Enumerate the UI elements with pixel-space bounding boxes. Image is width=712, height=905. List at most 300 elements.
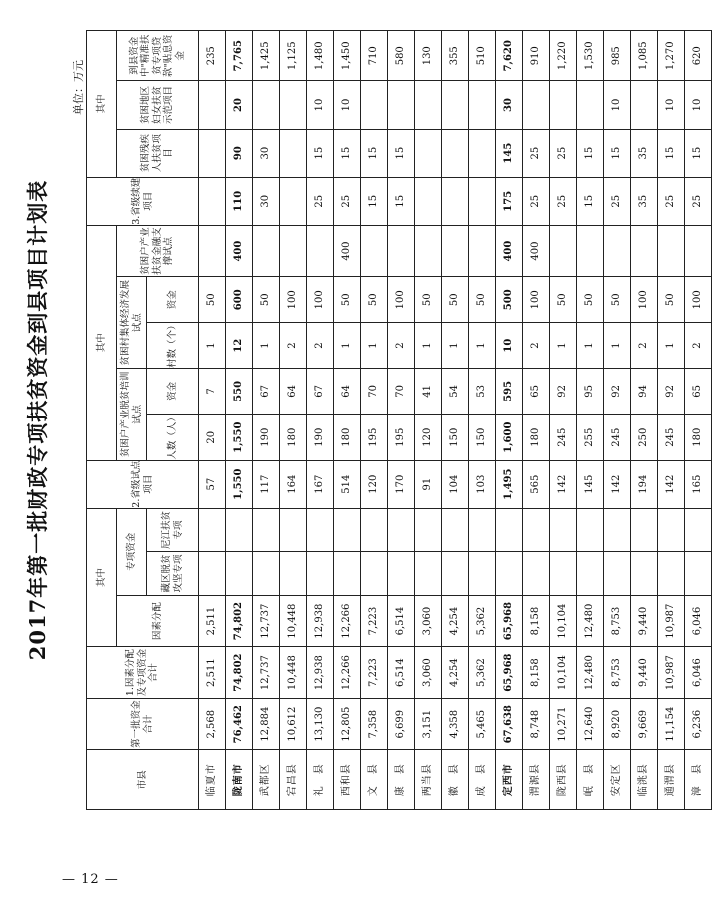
table-cell: 1 (577, 323, 604, 369)
table-cell (199, 177, 226, 225)
table-cell: 6,046 (685, 647, 712, 699)
allocation-table (86, 30, 712, 810)
table-cell: 15 (658, 129, 685, 177)
table-cell: 167 (307, 460, 334, 508)
table-cell: 92 (550, 369, 577, 415)
table-cell: 3,151 (415, 698, 442, 750)
region-name: 康 县 (388, 750, 415, 810)
table-cell: 180 (334, 414, 361, 460)
table-cell: 142 (658, 460, 685, 508)
table-cell: 12,480 (577, 647, 604, 699)
table-cell (469, 552, 496, 596)
table-cell: 25 (523, 177, 550, 225)
table-cell: 12,938 (307, 595, 334, 647)
table-cell: 50 (415, 277, 442, 323)
table-cell: 1 (604, 323, 631, 369)
table-cell (469, 225, 496, 277)
table-cell: 15 (577, 177, 604, 225)
table-cell: 50 (577, 277, 604, 323)
table-cell (523, 552, 550, 596)
table-cell: 565 (523, 460, 550, 508)
table-cell: 1 (361, 323, 388, 369)
header-qizhong-2: 其中 (87, 225, 117, 460)
table-cell: 145 (577, 460, 604, 508)
table-cell: 117 (253, 460, 280, 508)
interest-cell: 910 (523, 31, 550, 81)
table-cell (631, 508, 658, 552)
table-cell (469, 177, 496, 225)
table-row (415, 31, 442, 810)
table-cell: 12,938 (307, 647, 334, 699)
table-cell: 15 (307, 129, 334, 177)
table-cell: 2 (388, 323, 415, 369)
table-cell: 15 (361, 177, 388, 225)
table-cell: 2 (307, 323, 334, 369)
table-cell: 74,802 (226, 595, 253, 647)
table-cell: 170 (388, 460, 415, 508)
table-cell: 7,358 (361, 698, 388, 750)
header-industry-train: 贫困户产业脱贫培训试点 (117, 369, 147, 461)
table-cell: 50 (334, 277, 361, 323)
table-cell (280, 225, 307, 277)
table-cell: 195 (388, 414, 415, 460)
table-cell (550, 552, 577, 596)
table-cell (577, 225, 604, 277)
table-cell: 3,060 (415, 647, 442, 699)
table-cell (658, 552, 685, 596)
table-cell: 10 (334, 81, 361, 129)
table-cell: 5,362 (469, 647, 496, 699)
table-cell (361, 81, 388, 129)
table-cell: 175 (496, 177, 523, 225)
table-cell: 400 (523, 225, 550, 277)
table-cell: 400 (226, 225, 253, 277)
table-cell (469, 129, 496, 177)
table-cell: 12,805 (334, 698, 361, 750)
table-cell: 10,987 (658, 595, 685, 647)
table-cell: 5,362 (469, 595, 496, 647)
page-number: — 12 — (62, 872, 119, 887)
table-cell: 25 (550, 129, 577, 177)
table-cell (361, 552, 388, 596)
table-cell: 100 (280, 277, 307, 323)
table-cell: 1 (415, 323, 442, 369)
table-cell (388, 508, 415, 552)
interest-cell: 7,620 (496, 31, 523, 81)
table-cell: 1 (199, 323, 226, 369)
table-cell: 7,223 (361, 647, 388, 699)
table-cell (280, 81, 307, 129)
header-funds-1: 资金 (147, 369, 199, 415)
table-cell (388, 552, 415, 596)
table-cell: 1 (334, 323, 361, 369)
region-name: 通渭县 (658, 750, 685, 810)
table-cell (658, 508, 685, 552)
table-cell: 595 (496, 369, 523, 415)
table-cell: 25 (658, 177, 685, 225)
interest-cell: 355 (442, 31, 469, 81)
table-cell: 35 (631, 177, 658, 225)
table-cell: 550 (226, 369, 253, 415)
table-cell: 600 (226, 277, 253, 323)
table-cell: 12,480 (577, 595, 604, 647)
table-cell (577, 552, 604, 596)
table-cell (280, 508, 307, 552)
table-cell: 20 (226, 81, 253, 129)
interest-cell: 235 (199, 31, 226, 81)
table-cell: 180 (280, 414, 307, 460)
table-cell (550, 508, 577, 552)
table-cell: 6,514 (388, 595, 415, 647)
table-cell (415, 508, 442, 552)
table-cell (577, 81, 604, 129)
table-cell: 8,753 (604, 595, 631, 647)
table-cell: 500 (496, 277, 523, 323)
table-cell: 1 (442, 323, 469, 369)
table-cell: 9,440 (631, 647, 658, 699)
table-cell: 25 (307, 177, 334, 225)
table-cell: 2 (523, 323, 550, 369)
table-cell: 245 (604, 414, 631, 460)
table-cell: 1,550 (226, 414, 253, 460)
table-row (577, 31, 604, 810)
table-cell: 30 (253, 129, 280, 177)
table-cell (307, 552, 334, 596)
header-total: 第一批资金合计 (87, 698, 199, 750)
table-row (199, 31, 226, 810)
table-cell: 65,968 (496, 647, 523, 699)
header-pilot: 2.省级试点项目 (87, 460, 199, 508)
table-cell: 4,254 (442, 595, 469, 647)
table-cell: 103 (469, 460, 496, 508)
table-cell: 110 (226, 177, 253, 225)
region-name: 西和县 (334, 750, 361, 810)
region-name: 陇西县 (550, 750, 577, 810)
table-cell: 6,514 (388, 647, 415, 699)
table-cell: 8,748 (523, 698, 550, 750)
table-cell: 54 (442, 369, 469, 415)
table-cell: 25 (685, 177, 712, 225)
table-cell (415, 81, 442, 129)
table-cell (658, 225, 685, 277)
table-cell: 1,550 (226, 460, 253, 508)
table-cell (442, 552, 469, 596)
table-cell: 8,158 (523, 647, 550, 699)
table-cell (442, 225, 469, 277)
header-disabled: 贫困残疾人扶贫项目 (117, 129, 199, 177)
table-cell: 50 (658, 277, 685, 323)
table-cell: 2,511 (199, 647, 226, 699)
table-cell (388, 225, 415, 277)
table-cell: 8,920 (604, 698, 631, 750)
table-cell (577, 508, 604, 552)
table-cell: 76,462 (226, 698, 253, 750)
table-cell: 400 (334, 225, 361, 277)
header-finance: 贫困户产业扶贫金融支撑试点 (117, 225, 199, 277)
table-cell: 245 (658, 414, 685, 460)
table-cell: 50 (604, 277, 631, 323)
table-cell: 15 (577, 129, 604, 177)
table-cell: 194 (631, 460, 658, 508)
interest-cell: 130 (415, 31, 442, 81)
header-factor-total: 1.因素分配及专项资金合计 (87, 647, 199, 699)
region-name: 两当县 (415, 750, 442, 810)
table-cell (496, 552, 523, 596)
table-cell: 100 (388, 277, 415, 323)
interest-cell: 7,765 (226, 31, 253, 81)
table-cell: 30 (496, 81, 523, 129)
region-name: 定西市 (496, 750, 523, 810)
table-cell: 145 (496, 129, 523, 177)
table-cell: 10 (604, 81, 631, 129)
table-row (523, 31, 550, 810)
table-cell: 2 (631, 323, 658, 369)
table-cell (280, 552, 307, 596)
table-cell: 67 (307, 369, 334, 415)
table-cell: 70 (388, 369, 415, 415)
region-name: 徽 县 (442, 750, 469, 810)
region-name: 安定区 (604, 750, 631, 810)
table-cell (442, 81, 469, 129)
table-row (496, 31, 523, 810)
table-cell (523, 508, 550, 552)
region-name: 礼 县 (307, 750, 334, 810)
table-cell: 91 (415, 460, 442, 508)
table-cell (685, 225, 712, 277)
table-cell: 514 (334, 460, 361, 508)
header-people: 人数（人） (147, 414, 199, 460)
table-cell: 100 (631, 277, 658, 323)
table-cell: 2,511 (199, 595, 226, 647)
table-cell: 25 (550, 177, 577, 225)
header-tibet: 藏区脱贫攻坚专项 (147, 552, 199, 596)
table-cell: 10,987 (658, 647, 685, 699)
table-cell: 65 (685, 369, 712, 415)
table-cell: 10 (685, 81, 712, 129)
table-cell (253, 225, 280, 277)
header-qizhong-3: 其中 (87, 31, 117, 178)
interest-cell: 1,450 (334, 31, 361, 81)
table-cell: 64 (280, 369, 307, 415)
table-cell: 65 (523, 369, 550, 415)
table-cell (469, 508, 496, 552)
table-cell: 50 (199, 277, 226, 323)
table-cell: 120 (415, 414, 442, 460)
interest-cell: 1,480 (307, 31, 334, 81)
table-cell: 2 (685, 323, 712, 369)
header-qizhong-1: 其中 (87, 508, 117, 647)
table-row (334, 31, 361, 810)
table-cell: 41 (415, 369, 442, 415)
table-cell (685, 508, 712, 552)
table-cell: 100 (685, 277, 712, 323)
table-cell (523, 81, 550, 129)
table-cell: 9,440 (631, 595, 658, 647)
table-cell: 50 (469, 277, 496, 323)
table-cell: 4,358 (442, 698, 469, 750)
header-continue: 3.省级续建项目 (87, 177, 199, 225)
table-cell (199, 552, 226, 596)
table-cell (550, 225, 577, 277)
table-cell: 150 (469, 414, 496, 460)
table-cell (334, 552, 361, 596)
table-row (631, 31, 658, 810)
table-cell: 10 (496, 323, 523, 369)
table-cell: 190 (307, 414, 334, 460)
table-row (280, 31, 307, 810)
region-name: 漳 县 (685, 750, 712, 810)
interest-cell: 1,220 (550, 31, 577, 81)
table-cell (631, 225, 658, 277)
table-cell: 15 (388, 177, 415, 225)
table-cell (253, 552, 280, 596)
table-cell: 10,612 (280, 698, 307, 750)
table-cell: 1 (550, 323, 577, 369)
table-cell (415, 225, 442, 277)
table-cell: 50 (442, 277, 469, 323)
table-row (442, 31, 469, 810)
table-cell (199, 225, 226, 277)
table-cell: 2 (280, 323, 307, 369)
table-cell: 6,046 (685, 595, 712, 647)
table-cell (226, 552, 253, 596)
table-cell: 15 (388, 129, 415, 177)
table-row (469, 31, 496, 810)
table-cell: 67,638 (496, 698, 523, 750)
table-cell: 10,448 (280, 595, 307, 647)
header-funds-2: 资金 (147, 277, 199, 323)
table-cell: 25 (334, 177, 361, 225)
table-cell (280, 129, 307, 177)
table-cell: 12,737 (253, 647, 280, 699)
table-cell: 180 (685, 414, 712, 460)
table-cell: 120 (361, 460, 388, 508)
table-cell: 13,130 (307, 698, 334, 750)
table-cell (631, 552, 658, 596)
header-nijiang: 尼江扶贫专项 (147, 508, 199, 552)
table-cell: 25 (604, 177, 631, 225)
header-region: 市县 (87, 750, 199, 810)
unit-label: 单位：万元 (72, 60, 85, 115)
table-row (550, 31, 577, 810)
interest-cell: 620 (685, 31, 712, 81)
table-cell: 12 (226, 323, 253, 369)
table-cell: 142 (550, 460, 577, 508)
table-row (388, 31, 415, 810)
table-body (199, 31, 712, 810)
table-cell: 90 (226, 129, 253, 177)
table-cell (550, 81, 577, 129)
table-row (253, 31, 280, 810)
table-cell (334, 508, 361, 552)
table-cell: 400 (496, 225, 523, 277)
table-cell (415, 177, 442, 225)
header-villages: 村数（个） (147, 323, 199, 369)
table-cell: 1 (658, 323, 685, 369)
region-name: 临洮县 (631, 750, 658, 810)
table-cell: 25 (523, 129, 550, 177)
table-cell: 12,266 (334, 595, 361, 647)
table-cell (415, 129, 442, 177)
table-cell (685, 552, 712, 596)
region-name: 临夏市 (199, 750, 226, 810)
table-cell: 12,640 (577, 698, 604, 750)
table-cell: 95 (577, 369, 604, 415)
table-cell: 30 (253, 177, 280, 225)
table-cell (253, 81, 280, 129)
table-cell: 53 (469, 369, 496, 415)
table-cell: 15 (334, 129, 361, 177)
table-cell: 57 (199, 460, 226, 508)
region-name: 文 县 (361, 750, 388, 810)
table-cell (604, 552, 631, 596)
table-cell: 64 (334, 369, 361, 415)
interest-cell: 1,085 (631, 31, 658, 81)
table-cell: 7 (199, 369, 226, 415)
table-cell: 255 (577, 414, 604, 460)
page-title: 2017年第一批财政专项扶贫资金到县项目计划表 (25, 179, 50, 661)
table-cell (307, 508, 334, 552)
table-cell: 6,236 (685, 698, 712, 750)
region-name: 成 县 (469, 750, 496, 810)
region-name: 陇南市 (226, 750, 253, 810)
table-cell (469, 81, 496, 129)
table-cell: 1 (253, 323, 280, 369)
header-special: 专项资金 (117, 508, 147, 595)
table-cell: 165 (685, 460, 712, 508)
table-cell: 92 (658, 369, 685, 415)
table-cell: 12,266 (334, 647, 361, 699)
table-cell: 5,465 (469, 698, 496, 750)
table-cell: 94 (631, 369, 658, 415)
interest-cell: 580 (388, 31, 415, 81)
table-cell: 15 (604, 129, 631, 177)
table-cell: 8,158 (523, 595, 550, 647)
table-cell: 10 (307, 81, 334, 129)
table-cell: 10,271 (550, 698, 577, 750)
interest-cell: 1,270 (658, 31, 685, 81)
table-cell: 250 (631, 414, 658, 460)
table-cell: 10,104 (550, 595, 577, 647)
table-cell: 50 (550, 277, 577, 323)
table-cell: 10,104 (550, 647, 577, 699)
table-cell: 50 (361, 277, 388, 323)
table-row (658, 31, 685, 810)
header-interest: 到县资金中"精准扶贫专项贷款"贴息资金 (117, 31, 199, 81)
table-cell: 11,154 (658, 698, 685, 750)
region-name: 渭源县 (523, 750, 550, 810)
interest-cell: 1,425 (253, 31, 280, 81)
table-cell: 12,884 (253, 698, 280, 750)
header-women: 贫困地区妇女扶贫示范项目 (117, 81, 199, 129)
table-cell: 15 (361, 129, 388, 177)
table-cell: 10 (658, 81, 685, 129)
table-cell: 6,699 (388, 698, 415, 750)
table-cell (199, 129, 226, 177)
table-cell (226, 508, 253, 552)
table-cell: 100 (307, 277, 334, 323)
table-cell: 164 (280, 460, 307, 508)
table-cell (388, 81, 415, 129)
table-cell (604, 508, 631, 552)
table-cell (604, 225, 631, 277)
table-cell: 15 (685, 129, 712, 177)
table-cell: 4,254 (442, 647, 469, 699)
table-cell (415, 552, 442, 596)
table-cell (361, 508, 388, 552)
interest-cell: 710 (361, 31, 388, 81)
interest-cell: 985 (604, 31, 631, 81)
